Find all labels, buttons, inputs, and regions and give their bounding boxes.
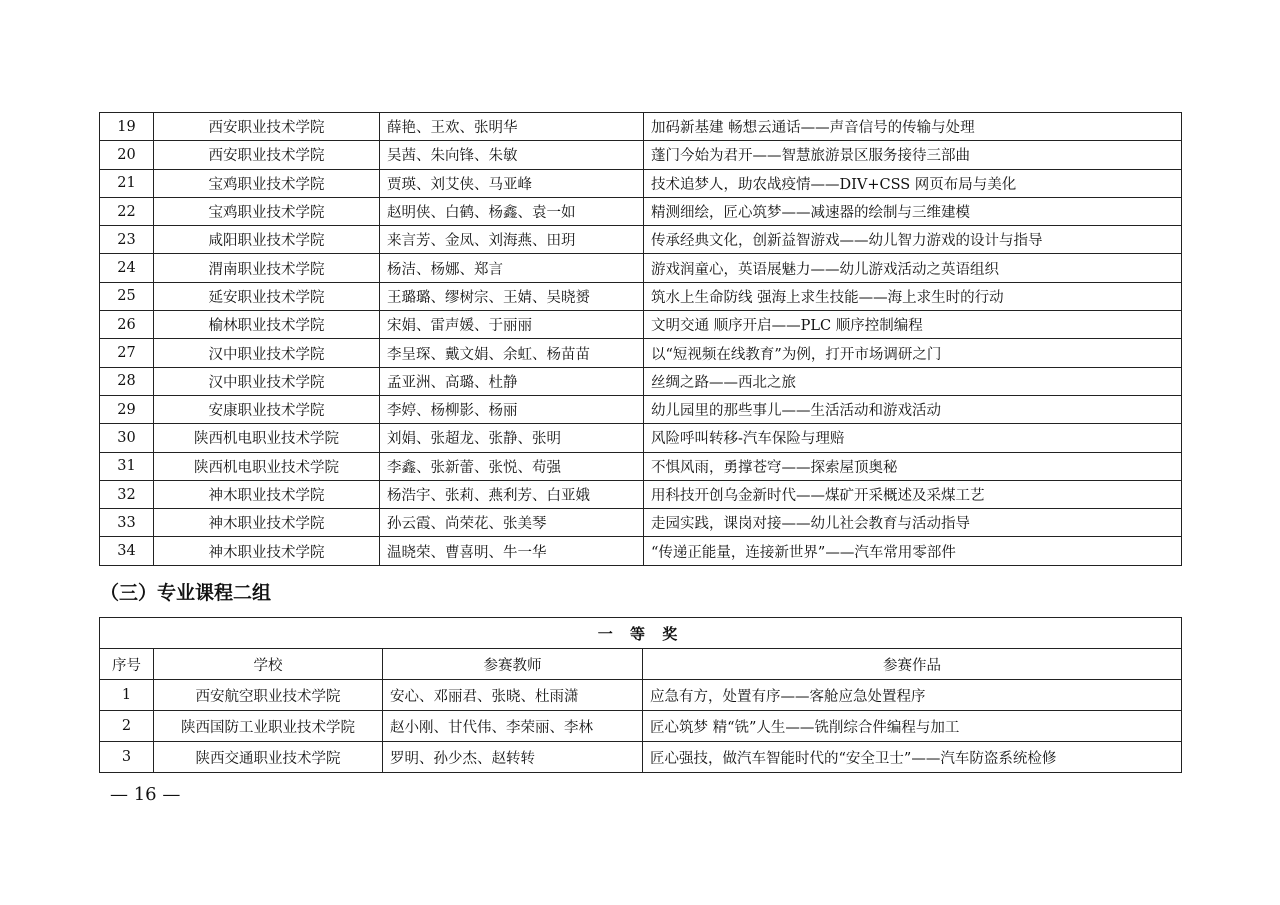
cell-school: 神木职业技术学院	[154, 509, 380, 537]
cell-teachers: 宋娟、雷声媛、于丽丽	[380, 311, 644, 339]
cell-teachers: 温晓荣、曹喜明、牛一华	[380, 537, 644, 565]
cell-teachers: 孟亚洲、高璐、杜静	[380, 367, 644, 395]
cell-school: 宝鸡职业技术学院	[154, 169, 380, 197]
cell-work: 风险呼叫转移-汽车保险与理赔	[644, 424, 1182, 452]
table-row	[100, 282, 1182, 310]
cell-school: 西安职业技术学院	[154, 113, 380, 141]
table-row	[100, 113, 1182, 141]
table-row	[100, 537, 1182, 565]
cell-teachers: 吴茜、朱向锋、朱敏	[380, 141, 644, 169]
first-prize-table	[99, 617, 1182, 773]
cell-no: 25	[100, 282, 154, 310]
cell-no: 30	[100, 424, 154, 452]
cell-teachers: 王璐璐、缪树宗、王婧、吴晓赟	[380, 282, 644, 310]
cell-school: 西安航空职业技术学院	[154, 680, 383, 711]
table-row	[100, 424, 1182, 452]
cell-school: 渭南职业技术学院	[154, 254, 380, 282]
page-number: — 16 —	[110, 784, 181, 805]
header-row	[100, 649, 1182, 680]
cell-no: 22	[100, 197, 154, 225]
cell-school: 咸阳职业技术学院	[154, 226, 380, 254]
cell-teachers: 薛艳、王欢、张明华	[380, 113, 644, 141]
cell-school: 陕西机电职业技术学院	[154, 452, 380, 480]
cell-no: 3	[100, 742, 154, 773]
cell-work: 蓬门今始为君开——智慧旅游景区服务接待三部曲	[644, 141, 1182, 169]
cell-work: 加码新基建 畅想云通话——声音信号的传输与处理	[644, 113, 1182, 141]
cell-no: 2	[100, 711, 154, 742]
cell-teachers: 来言芳、金凤、刘海燕、田玥	[380, 226, 644, 254]
cell-school: 神木职业技术学院	[154, 480, 380, 508]
table-row	[100, 226, 1182, 254]
cell-work: 筑水上生命防线 强海上求生技能——海上求生时的行动	[644, 282, 1182, 310]
cell-teachers: 杨浩宇、张莉、燕利芳、白亚娥	[380, 480, 644, 508]
cell-work: 用科技开创乌金新时代——煤矿开采概述及采煤工艺	[644, 480, 1182, 508]
header-work: 参赛作品	[643, 649, 1182, 680]
cell-no: 26	[100, 311, 154, 339]
cell-school: 西安职业技术学院	[154, 141, 380, 169]
cell-teachers: 罗明、孙少杰、赵转转	[383, 742, 643, 773]
cell-school: 安康职业技术学院	[154, 395, 380, 423]
table-row	[100, 509, 1182, 537]
cell-no: 19	[100, 113, 154, 141]
cell-work: 文明交通 顺序开启——PLC 顺序控制编程	[644, 311, 1182, 339]
cell-school: 榆林职业技术学院	[154, 311, 380, 339]
table-row	[100, 452, 1182, 480]
award-table-continued-body	[100, 113, 1182, 566]
table-row	[100, 742, 1182, 773]
cell-work: 应急有方，处置有序——客舱应急处置程序	[643, 680, 1182, 711]
award-table-continued	[99, 112, 1182, 566]
cell-school: 陕西国防工业职业技术学院	[154, 711, 383, 742]
cell-school: 陕西交通职业技术学院	[154, 742, 383, 773]
cell-school: 神木职业技术学院	[154, 537, 380, 565]
cell-teachers: 刘娟、张超龙、张静、张明	[380, 424, 644, 452]
cell-teachers: 贾瑛、刘艾侠、马亚峰	[380, 169, 644, 197]
header-no: 序号	[100, 649, 154, 680]
cell-school: 陕西机电职业技术学院	[154, 424, 380, 452]
cell-no: 1	[100, 680, 154, 711]
cell-school: 宝鸡职业技术学院	[154, 197, 380, 225]
cell-work: 传承经典文化，创新益智游戏——幼儿智力游戏的设计与指导	[644, 226, 1182, 254]
cell-no: 29	[100, 395, 154, 423]
table-row	[100, 395, 1182, 423]
cell-no: 23	[100, 226, 154, 254]
cell-no: 20	[100, 141, 154, 169]
header-school: 学校	[154, 649, 383, 680]
cell-work: 技术追梦人，助农战疫情——DIV+CSS 网页布局与美化	[644, 169, 1182, 197]
cell-no: 28	[100, 367, 154, 395]
cell-work: 精测细绘，匠心筑梦——减速器的绘制与三维建模	[644, 197, 1182, 225]
cell-teachers: 赵小刚、甘代伟、李荣丽、李林	[383, 711, 643, 742]
cell-no: 34	[100, 537, 154, 565]
cell-teachers: 安心、邓丽君、张晓、杜雨潇	[383, 680, 643, 711]
award-title-row	[100, 618, 1182, 649]
cell-work: 匠心强技，做汽车智能时代的“安全卫士”——汽车防盗系统检修	[643, 742, 1182, 773]
cell-teachers: 李呈琛、戴文娟、余虹、杨苗苗	[380, 339, 644, 367]
cell-teachers: 赵明侠、白鹤、杨鑫、袁一如	[380, 197, 644, 225]
cell-work: 不惧风雨，勇撑苍穹——探索屋顶奥秘	[644, 452, 1182, 480]
cell-work: 以“短视频在线教育”为例，打开市场调研之门	[644, 339, 1182, 367]
table-row	[100, 141, 1182, 169]
first-prize-table-body	[100, 680, 1182, 773]
cell-teachers: 杨洁、杨娜、郑言	[380, 254, 644, 282]
cell-teachers: 孙云霞、尚荣花、张美琴	[380, 509, 644, 537]
cell-no: 24	[100, 254, 154, 282]
table-row	[100, 680, 1182, 711]
cell-work: 匠心筑梦 精“铣”人生——铣削综合件编程与加工	[643, 711, 1182, 742]
cell-work: 幼儿园里的那些事儿——生活活动和游戏活动	[644, 395, 1182, 423]
table-row	[100, 367, 1182, 395]
table-row	[100, 480, 1182, 508]
cell-teachers: 李婷、杨柳影、杨丽	[380, 395, 644, 423]
award-title: 一 等 奖	[100, 618, 1182, 649]
cell-work: 走园实践，课岗对接——幼儿社会教育与活动指导	[644, 509, 1182, 537]
header-teachers: 参赛教师	[383, 649, 643, 680]
table-row	[100, 311, 1182, 339]
cell-work: “传递正能量，连接新世界”——汽车常用零部件	[644, 537, 1182, 565]
table-row	[100, 254, 1182, 282]
cell-no: 33	[100, 509, 154, 537]
cell-no: 27	[100, 339, 154, 367]
table-row	[100, 339, 1182, 367]
cell-no: 21	[100, 169, 154, 197]
cell-school: 汉中职业技术学院	[154, 339, 380, 367]
cell-work: 游戏润童心，英语展魅力——幼儿游戏活动之英语组织	[644, 254, 1182, 282]
cell-school: 汉中职业技术学院	[154, 367, 380, 395]
cell-no: 32	[100, 480, 154, 508]
cell-no: 31	[100, 452, 154, 480]
cell-school: 延安职业技术学院	[154, 282, 380, 310]
table-row	[100, 169, 1182, 197]
table-row	[100, 197, 1182, 225]
table-row	[100, 711, 1182, 742]
section-heading: （三）专业课程二组	[100, 582, 272, 604]
cell-teachers: 李鑫、张新蕾、张悦、苟强	[380, 452, 644, 480]
cell-work: 丝绸之路——西北之旅	[644, 367, 1182, 395]
